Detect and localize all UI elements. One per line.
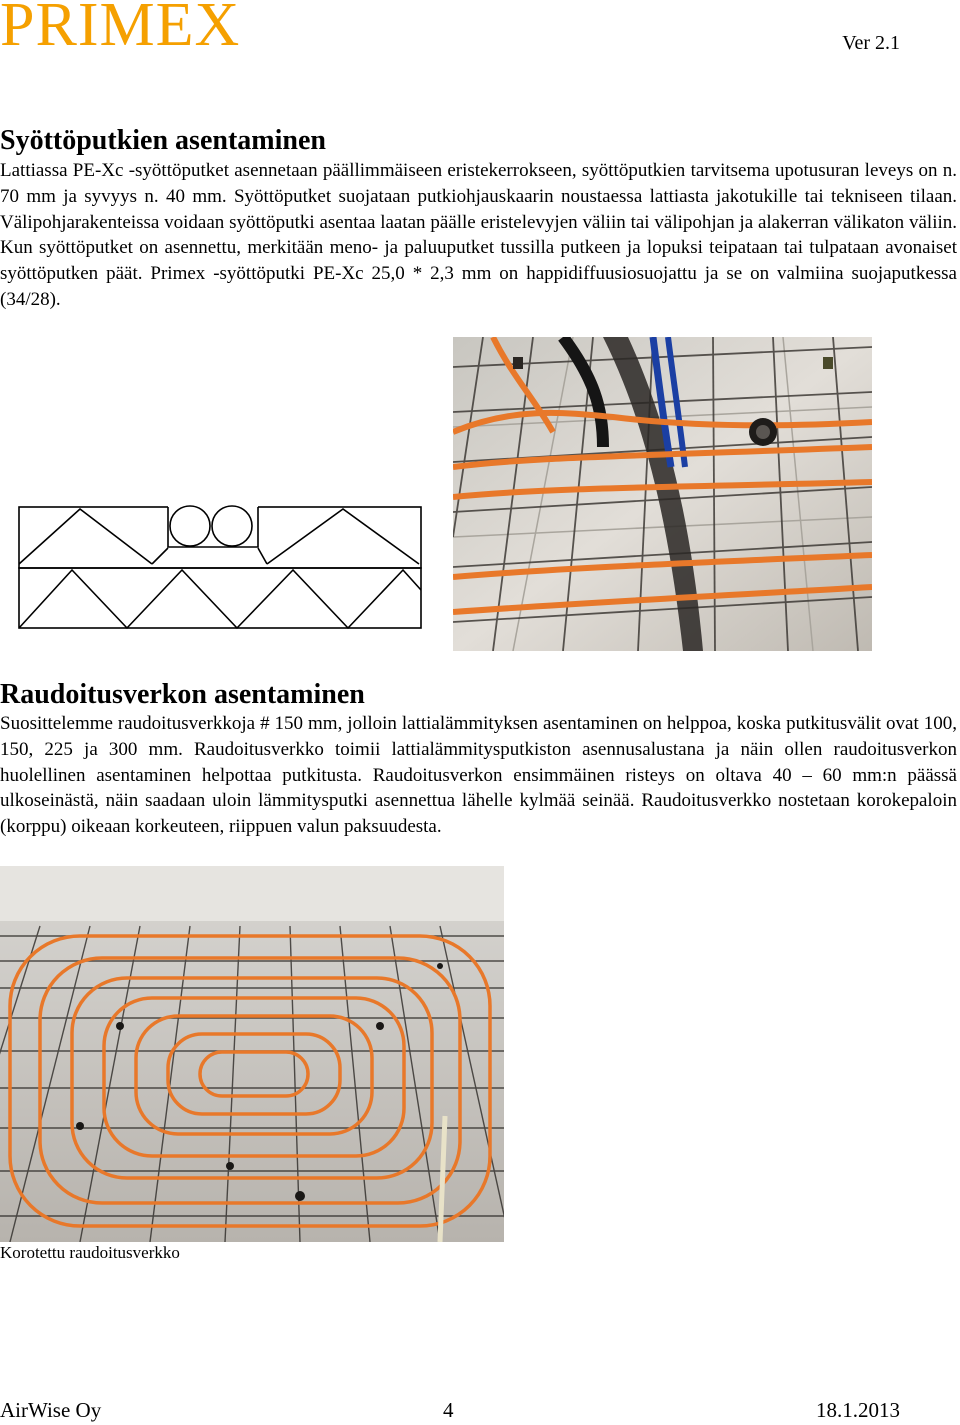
photo-caption: Korotettu raudoitusverkko	[0, 1243, 180, 1262]
section-title-feed-pipes: Syöttöputkien asentaminen	[0, 125, 326, 156]
section-body-feed-pipes: Lattiassa PE-Xc -syöttöputket asennetaan päällimmäiseen eristekerrokseen, syöttöputkien tarvitsema upotusuran leveys on n. 70 mm ja syvyys n. 40 mm. Syöttöputket suojataan putkiohjauskaarin noustaessa lattiasta jakotukille tai tekniseen tilaan. Välipohjarakenteissa voidaan syöttöputki asentaa laatan päälle eristelevyjen väliin tai välipohjan ja alakerran välikaton väliin. Kun syöttöputket on asennettu, merkitään meno- ja paluuputket tussilla putkeen ja lopuksi teipataan tai tulpataan avonaiset syöttöputken päät. Primex -syöttöputki PE-Xc 25,0 * 2,3 mm on happidiffuusiosuojattu ja se on valmiina suojaputkessa (34/28).	[0, 160, 957, 310]
section-title-rebar-mesh: Raudoitusverkon asentaminen	[0, 679, 365, 710]
section-body-rebar-mesh: Suosittelemme raudoitusverkkoja # 150 mm, jolloin lattialämmityksen asentaminen on helppoa, koska putkitusvälit ovat 100, 150, 225 ja 300 mm. Raudoitusverkko toimii lattialämmitysputkiston asennusalustana ja näin ollen raudoitusverkon huolellinen asentaminen helpottaa putkitusta. Raudoitusverkon ensimmäinen risteys on oltava 40 – 60 mm:n päässä ulkoseinästä, näin saadaan uloin lämmitysputki asennettua lähelle kylmää seinää. Raudoitusverkko nostetaan korokepaloin (korppu) oikeaan korkeuteen, riippuen valun paksuudesta.	[0, 713, 957, 838]
photo-raised-rebar-mesh	[0, 866, 504, 1242]
primex-logo: PRIMEX	[0, 0, 241, 59]
photo-feed-pipes-installation	[453, 337, 872, 651]
pipe-cross-section-diagram	[17, 500, 423, 632]
footer-page-number: 4	[443, 1398, 454, 1422]
footer-company: AirWise Oy	[0, 1398, 102, 1422]
footer-date: 18.1.2013	[816, 1398, 900, 1422]
version-label: Ver 2.1	[842, 32, 900, 54]
cross-section-drawing	[17, 500, 423, 632]
